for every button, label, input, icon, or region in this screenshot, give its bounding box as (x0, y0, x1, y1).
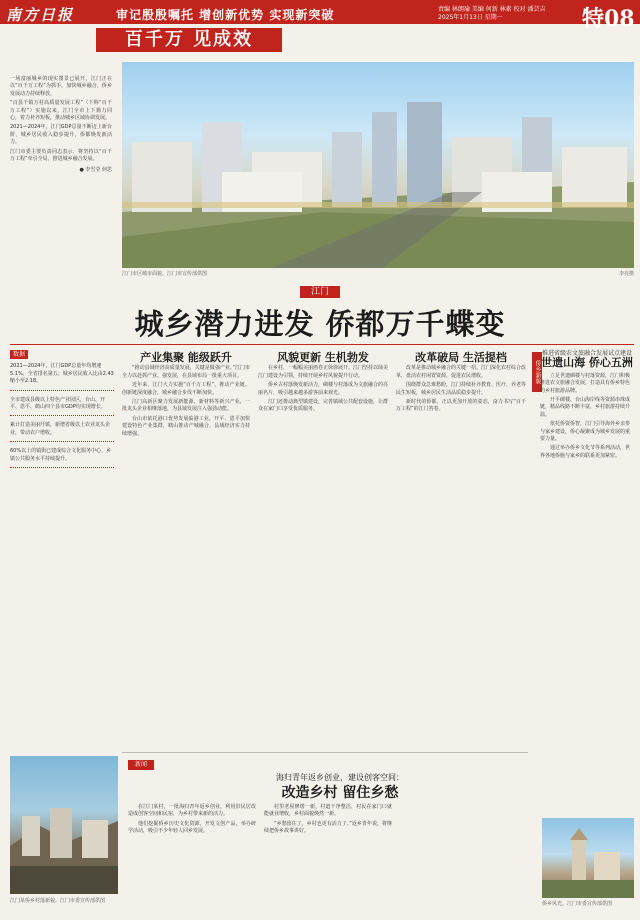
lead-paragraph: 江门市委主要负责同志表示，将坚持以“百千万工程”牵引全局，推进城乡融合发展。 (10, 148, 112, 163)
lead-paragraph: “百县千镇万村高质量发展工程”（下称“百千万工程”）实施以来，江门全市上下勠力同心，着力补齐短板，推动城乡区域协调发展。 (10, 100, 112, 122)
city-skyline-illustration (122, 62, 634, 268)
news-paragraph: 在江门某村，一批海归青年返乡创业，利用旧民居改造成创客空间和民宿，为乡村带来新的活力。 (128, 804, 256, 818)
section-heading: 风貌更新 生机勃发 (277, 351, 369, 364)
article-paragraph: 台山市依托港口优势发展临港工业，开平、恩平加快建设特色产业集群，鹤山推动产城融合，县域经济实力持续增强。 (122, 415, 250, 437)
article-column-1 (122, 350, 250, 440)
photo-caption-text: 江门市区城市面貌。江门市宣传部供图 (122, 271, 208, 277)
city-aerial-photo (122, 62, 634, 268)
feature-paragraph: 立足世遗碉楼与村落资源，江门积极推进农文旅融合发展，打造具有侨乡特色的乡村旅游品牌。 (540, 372, 631, 394)
village-photo-caption: 江门某侨乡村落新貌。江门市委宣传部供图 (10, 898, 106, 904)
section-divider (122, 752, 528, 753)
meta-date: 2025年1月13日 星期一 (438, 14, 503, 21)
village-illustration (10, 756, 118, 894)
photo-credit: 李亮摄 (618, 271, 634, 277)
lead-paragraph: 一场富丽城乡的现实图景已展开，江门正在以“百千万工程”为抓手，加快城乡融合，侨乡发展动力持续释放。 (10, 76, 112, 97)
feature-tag: 侨乡新貌 (532, 352, 542, 392)
news-body (128, 804, 528, 836)
meta-editors: 责编 林朗瑜 美编 何新 林素 校对 潘芸吉 (438, 6, 546, 13)
news-title: 改造乡村 留住乡愁 (281, 785, 399, 801)
section-heading: 改革破局 生活提档 (415, 351, 507, 364)
data-sidebar (10, 350, 114, 474)
sidebar-item: 全市建成县级以上特色产业园区，台山、开平、恩平、鹤山四个县市GDP均实现增长。 (10, 397, 114, 417)
sidebar-tag: 数据 (10, 350, 28, 359)
article-paragraph: 围绕群众急难愁盼，江门持续补齐教育、医疗、养老等民生短板，城乡居民生活品质稳步提升。 (396, 382, 527, 396)
section-heading: 产业集聚 能级跃升 (140, 351, 232, 364)
article-paragraph: 在乡村，一幅幅美丽画卷正徐徐展开。江门坚持以绿美江门建设为引领，持续开展乡村风貌提升行动。 (258, 365, 389, 379)
section-subhead: 百千万 见成效 (96, 28, 282, 52)
feature-kicker: 推进省级农文旅融合发展试点建设 (541, 350, 632, 357)
article-paragraph: 江门高新区聚力发展新能源、新材料等新兴产业，一批龙头企业相继落地，为县域发展注入强劲动能。 (122, 399, 250, 413)
feature-article (540, 350, 634, 462)
article-column-3 (396, 350, 526, 416)
scenery-photo (542, 818, 634, 898)
article-paragraph: 新时代的侨都，正以更加开放的姿态，奋力书写“百千万工程”的江门答卷。 (396, 399, 526, 413)
village-photo (10, 756, 118, 894)
lead-paragraph: 2021—2024年，江门GDP总量不断迈上新台阶，城乡居民收入稳步提升，侨都焕发新活力。 (10, 124, 112, 146)
article-paragraph: 改革是推动城乡融合的关键一招。江门深化农村综合改革，盘活农村闲置资源，促进农民增收。 (396, 365, 527, 379)
news-paragraph: 他们挖掘侨乡历史文化资源，开发文创产品，举办研学活动，吸引不少年轻人回乡发展。 (128, 820, 256, 835)
sidebar-item: 2021—2024年，江门GDP总量年均增速5.1%，全省排名第五；城乡居民收入比由2.43缩小至2.18。 (10, 363, 114, 390)
feature-paragraph: 通过举办侨乡文化节等系列活动，世界各地侨胞与家乡的联系更加紧密。 (540, 445, 631, 459)
article-paragraph: 近年来，江门大力实施“百千万工程”，推动产业链、创新链深度融合，城乡融合步伐不断加快。 (122, 382, 250, 396)
article-paragraph: 江门还推动典型镇建设，完善镇域公共配套设施，让群众在家门口享受优质服务。 (258, 399, 389, 413)
location-tag: 江门 (300, 286, 340, 298)
main-headline: 城乡潜力进发 侨都万千蝶变 (134, 307, 506, 341)
scenery-illustration (542, 818, 634, 898)
feature-title: 世遗山海 侨心五洲 (541, 356, 633, 370)
masthead (0, 0, 640, 60)
lead-byline: ● 李雪莹 何思 (79, 167, 112, 174)
photo-caption (122, 270, 634, 277)
headline-rule (10, 344, 634, 345)
slogan: 审记殷殷嘱托 增创新优势 实现新突破 (116, 8, 335, 22)
news-paragraph: “乡愁留住了，乡村也更有活力了。”返乡青年说，将继续把侨乡故事讲好。 (264, 820, 392, 835)
feature-paragraph: 依托侨资侨智，江门引导海外乡亲参与家乡建设，侨心凝聚成为城乡发展的重要力量。 (540, 421, 631, 443)
scenery-photo-caption: 侨乡风光。江门市委宣传部供图 (542, 901, 613, 907)
news-tag: 新闻 (128, 760, 154, 770)
page-number: 特08 (582, 6, 635, 32)
lead-article (10, 76, 112, 175)
page-meta (438, 6, 578, 22)
feature-paragraph: 开平碉楼、台山海岸线等资源串珠成链，精品线路不断丰富，乡村旅游持续升温。 (540, 397, 631, 418)
sidebar-item: 累计打造美丽圩镇，新增省级以上农业龙头企业，带动农户增收。 (10, 422, 114, 442)
newspaper-logo: 南方日报 (6, 6, 75, 24)
news-paragraph: 村里老屋修缮一新，村道干净整洁，村民在家门口就能就业增收，乡村面貌焕然一新。 (264, 804, 392, 818)
news-kicker: 海归青年返乡创业，建设创客空间： (276, 773, 404, 782)
article-paragraph: “推动县域经济高质量发展，关键是做强产业。”江门市全力以赴抓产业、强发展，在县域布局一批重大项目。 (122, 365, 250, 379)
sidebar-item: 60%以上的镇街已建成综合文化服务中心，乡镇公共服务水平持续提升。 (10, 448, 114, 468)
article-paragraph: 侨乡古村落焕发新活力，碉楼与村落成为文旅融合的亮丽名片，吸引越来越多游客前来观光。 (258, 382, 389, 396)
article-column-2 (258, 350, 388, 416)
